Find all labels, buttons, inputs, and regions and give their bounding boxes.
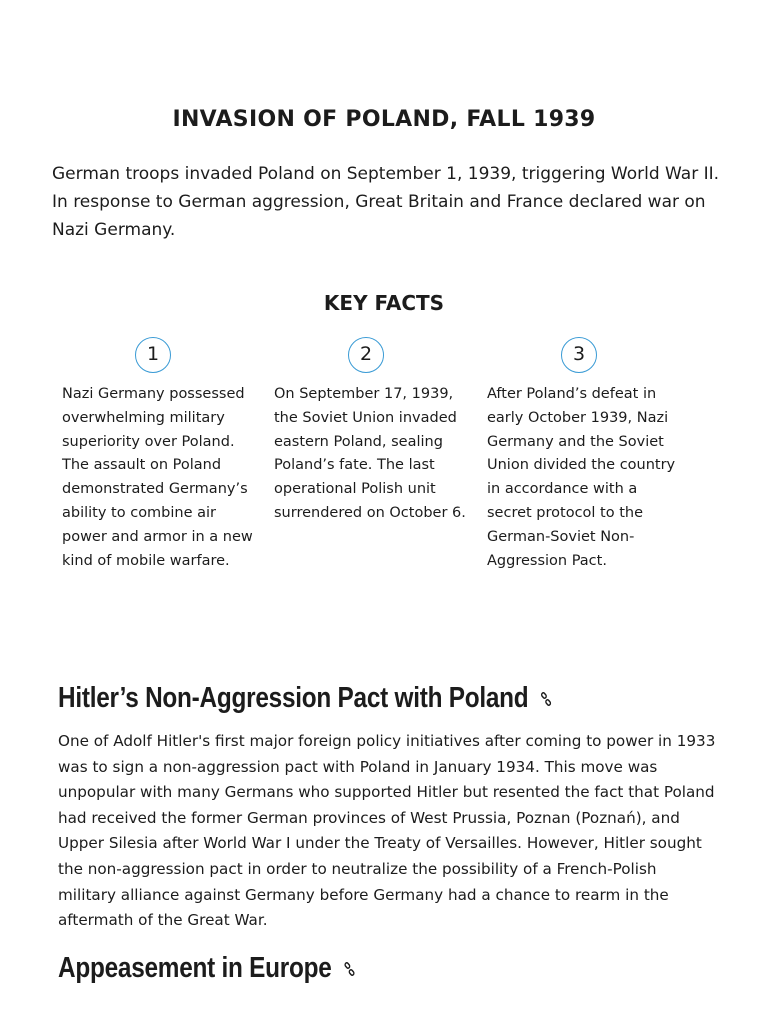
fact-number-badge: 1 bbox=[135, 337, 171, 373]
fact-text: After Poland’s defeat in early October 1939, Nazi Germany and the Soviet Union divided the country in accordance with a secret protocol to the German-Soviet Non-Aggression Pact. bbox=[487, 386, 676, 569]
fact-text: Nazi Germany possessed overwhelming military superiority over Poland. The assault on Poland demonstrated Germany’s ability to combine air power and armor in a new kind of mobile warfare. bbox=[62, 386, 253, 569]
link-icon[interactable] bbox=[343, 951, 355, 984]
fact-number-badge: 3 bbox=[561, 337, 597, 373]
section-heading-text: Hitler’s Non-Aggression Pact with Poland bbox=[58, 682, 529, 714]
section-body-non-aggression-pact: One of Adolf Hitler's first major foreign policy initiatives after coming to power in 1933 was to sign a non-aggression pact with Poland in January 1934. This move was unpopular with many Germans who supported Hitler but resented the fact that Poland had received the former German provinces of West Prussia, Poznan (Poznań), and Upper Silesia after World War I under the Treaty of Versailles. However, Hitler sought the non-aggression pact in order to neutralize the possibility of a French-Polish military alliance against Germany before Germany had a chance to rearm in the aftermath of the Great War. bbox=[58, 732, 716, 930]
section-heading-appeasement bbox=[58, 952, 629, 986]
section-heading-text: Appeasement in Europe bbox=[58, 952, 332, 984]
summary-text: German troops invaded Poland on September 1, 1939, triggering World War II. In response to German aggression, Great Britain and France declared war on Nazi Germany. bbox=[52, 164, 720, 240]
summary-title: INVASION OF POLAND, FALL 1939 bbox=[172, 107, 596, 132]
key-facts-heading: KEY FACTS bbox=[323, 291, 445, 315]
link-icon[interactable] bbox=[540, 681, 552, 714]
fact-text: On September 17, 1939, the Soviet Union invaded eastern Poland, sealing Poland’s fate. The last operational Polish unit surrendered on October 6. bbox=[274, 386, 466, 521]
fact-number-badge: 2 bbox=[348, 337, 384, 373]
section-heading-non-aggression-pact bbox=[58, 682, 629, 716]
